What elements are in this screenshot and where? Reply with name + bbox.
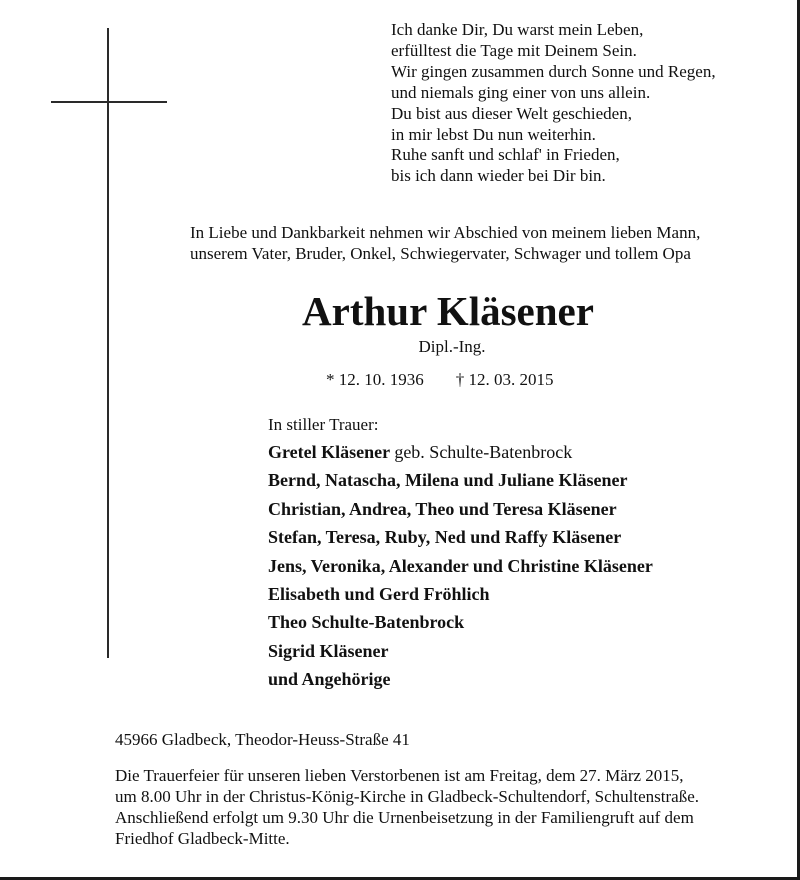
funeral-line: Die Trauerfeier für unseren lieben Verstorbenen ist am Freitag, dem 27. März 2015, [115,766,684,785]
mourner-line: Elisabeth und Gerd Fröhlich [268,584,490,605]
mourner-name: Gretel Kläsener [268,442,390,462]
intro-line: In Liebe und Dankbarkeit nehmen wir Abschied von meinem lieben Mann, [190,223,701,242]
mourner-line: Theo Schulte-Batenbrock [268,612,465,633]
mourner-line: und Angehörige [268,669,391,690]
mourner-line: Bernd, Natascha, Milena und Juliane Kläsener [268,470,628,491]
intro-line: unserem Vater, Bruder, Onkel, Schwiegervater, Schwager und tollem Opa [190,244,691,263]
funeral-details [115,765,699,849]
poem-line: bis ich dann wieder bei Dir bin. [391,166,606,186]
mourners-heading: In stiller Trauer: [268,415,379,434]
deceased-title: Dipl.-Ing. [418,337,486,356]
poem-line: erfülltest die Tage mit Deinem Sein. [391,40,637,60]
mourner-line [268,438,653,466]
cross-horizontal-bar [51,101,167,103]
life-dates [326,369,554,391]
mourner-line: Sigrid Kläsener [268,640,389,661]
deceased-name: Arthur Kläsener [302,288,594,334]
poem-line: Ich danke Dir, Du warst mein Leben, [391,20,644,39]
funeral-line: Friedhof Gladbeck-Mitte. [115,829,290,848]
birth-date: * 12. 10. 1936 [326,370,424,389]
death-date: † 12. 03. 2015 [455,370,554,389]
mourners-list [268,438,653,694]
poem-line: Ruhe sanft und schlaf' in Frieden, [391,145,620,165]
maiden-name-note: geb. Schulte-Batenbrock [394,442,573,462]
poem-line: in mir lebst Du nun weiterhin. [391,124,596,144]
family-address: 45966 Gladbeck, Theodor-Heuss-Straße 41 [115,730,410,749]
farewell-intro [190,222,700,264]
mourner-line: Stefan, Teresa, Ruby, Ned und Raffy Kläsener [268,527,622,548]
poem-line: Wir gingen zusammen durch Sonne und Regen, [391,61,716,81]
mourner-line: Jens, Veronika, Alexander und Christine Kläsener [268,555,653,576]
funeral-line: um 8.00 Uhr in der Christus-König-Kirche in Gladbeck-Schultendorf, Schultenstraße. [115,787,700,806]
funeral-line: Anschließend erfolgt um 9.30 Uhr die Urnenbeisetzung in der Familiengruft auf dem [115,808,694,827]
poem-line: und niemals ging einer von uns allein. [391,82,651,102]
mourner-line: Christian, Andrea, Theo und Teresa Kläsener [268,498,617,519]
memorial-poem [391,20,716,187]
poem-line: Du bist aus dieser Welt geschieden, [391,103,632,123]
